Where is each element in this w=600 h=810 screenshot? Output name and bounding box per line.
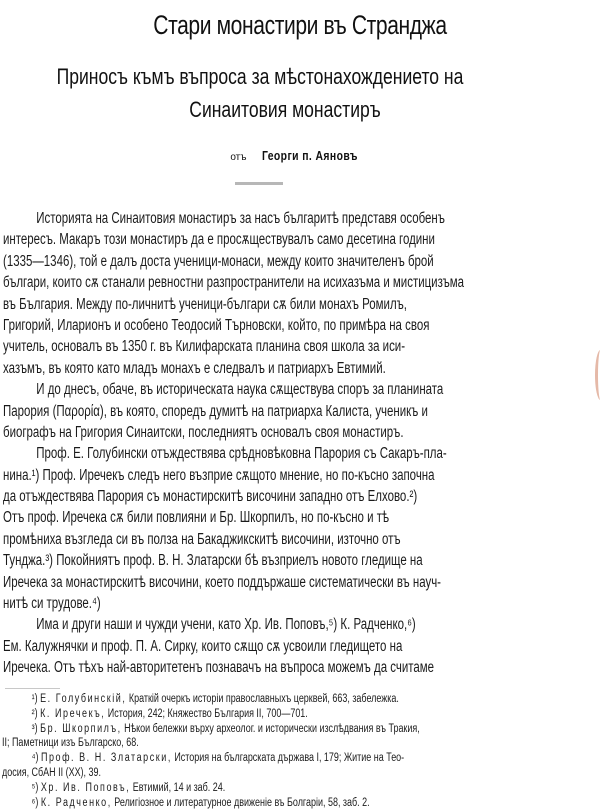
footnote-author: Проф. В. Н. Златарски, [40, 752, 172, 765]
body-line: Има и други наши и чужди учени, като Хр. Ив. Поповъ,⁵) К. Радченко,⁶) [36, 616, 416, 634]
footnote-author: Хр. Ив. Поповъ, [40, 781, 131, 794]
body-line: хазъмъ, въ която като младъ монахъ е следвалъ и патриархъ Евтимий. [3, 359, 386, 377]
body-line: Парория (Παρορία), въ която, споредъ думитѣ на патриарха Калиста, ученикъ и [3, 402, 428, 420]
body-line: въ България. Между по-личнитѣ ученици-българи сѫ били монахъ Ромилъ, [3, 295, 407, 313]
footnote-line [2, 736, 548, 751]
body-text [3, 208, 523, 679]
footnote-author: К. Радченко, [40, 796, 112, 809]
body-line: Тунджа.³) Покойниятъ проф. В. Н. Златарски бѣ възприелъ новото гледище на [3, 552, 423, 570]
body-line: българи, които сѫ станали ревностни разпространители на исихазъма и мистицизъма [3, 274, 465, 292]
body-line: нина.¹) Проф. Иречекъ следъ него възприе сѫщото мнение, но по-късно започна [3, 466, 435, 484]
body-line: нитѣ си трудове.⁴) [3, 595, 101, 613]
footnote-author: К. Иречекъ, [40, 707, 106, 720]
body-line: (1335—1346), той е далъ доста ученици-монаси, между които значителенъ брой [3, 252, 434, 270]
footnote-mark: ²) [31, 707, 38, 720]
body-line: Иречека. Отъ тѣхъ най-авторитетенъ познавачъ на въпроса можемъ да считаме [3, 659, 435, 677]
byline [0, 148, 600, 163]
body-line: Григорий, Иларионъ и особено Теодосий Търновски, който, по примѣра на своя [3, 316, 430, 334]
footnote-author: Е. Голубинскій, [40, 693, 127, 705]
footnote-text: Краткій очеркъ исторіи православныхъ церквей, 663, забележка. [126, 693, 399, 705]
scan-artifact [595, 350, 600, 400]
document-subtitle-line-1: Приносъ къмъ въпроса за мѣстонахождението на [56, 64, 464, 89]
footnote-separator [5, 688, 60, 689]
footnote-mark: ¹) [31, 693, 38, 705]
footnote-line [2, 751, 578, 766]
footnote-line [2, 722, 578, 737]
body-line: Ем. Калужнячки и проф. П. А. Сирку, които сѫщо сѫ усвоили гледището на [3, 637, 403, 655]
body-line: Отъ проф. Иречека сѫ били повлияни и Бр. Шкорпилъ, но по-късно и тѣ [3, 509, 389, 527]
body-line: Проф. Е. Голубински отъждествява срѣдновѣковна Парория съ Сакаръ-пла- [36, 445, 447, 463]
title-separator [235, 182, 283, 185]
body-line: да отъждествява Парория съ монастирскитѣ височини западно отъ Елхово.²) [3, 488, 418, 506]
body-line: учитель, основалъ въ 1350 г. въ Килифарската планина своя школа за иси- [3, 338, 406, 356]
body-line: Историята на Синаитовия монастиръ за насъ българитѣ представя особенъ [36, 210, 445, 227]
footnote-line [2, 692, 578, 707]
footnote-mark: ⁵) [31, 781, 39, 794]
footnote-text: История, 242; Княжество България II, 700—701. [105, 707, 308, 720]
document-title: Стари монастири въ Странджа [153, 10, 447, 40]
footnote-line [2, 766, 548, 781]
footnote-mark: ⁶) [31, 796, 39, 809]
footnote-line [2, 796, 578, 810]
footnote-text: Религіозное и литературное движеніе въ Болгаріи, 58, заб. 2. [111, 796, 370, 809]
footnote-text: Нѣкои бележки върху археолог. и исторически изслѣдвания въ Тракия, [121, 722, 420, 735]
footnotes [2, 692, 522, 810]
body-line: промѣниха възгледа си въ полза на Бакаджикскитѣ височини, източно отъ [3, 530, 401, 548]
body-line: интересъ. Макаръ този монастиръ да е просѫществувалъ само десетина години [3, 231, 435, 249]
footnote-mark: ⁴) [31, 752, 39, 765]
footnote-text: досия, СбАН II (XX), 39. [2, 766, 101, 779]
footnote-text: II; Паметници изъ Българско, 68. [2, 737, 139, 750]
footnote-line [2, 707, 578, 722]
author-name: Георги п. Аяновъ [261, 148, 358, 163]
byline-prefix: отъ [230, 152, 247, 163]
footnote-text: История на българската държава I, 179; Житие на Тео- [171, 752, 405, 765]
body-line: И до днесъ, обаче, въ историческата наука сѫществува споръ за планината [36, 381, 444, 399]
body-line: Иречека за монастирскитѣ височини, което поддържаше систематически въ науч- [3, 573, 442, 591]
body-line: биографъ на Григория Синаитски, последниятъ основалъ своя монастиръ. [3, 423, 404, 441]
footnote-line [2, 781, 578, 796]
document-subtitle-line-2: Синаитовия монастиръ [189, 97, 381, 122]
footnote-text: Евтимий, 14 и заб. 24. [130, 781, 226, 794]
footnote-author: Бр. Шкорпилъ, [40, 722, 122, 735]
footnote-mark: ³) [31, 722, 38, 735]
